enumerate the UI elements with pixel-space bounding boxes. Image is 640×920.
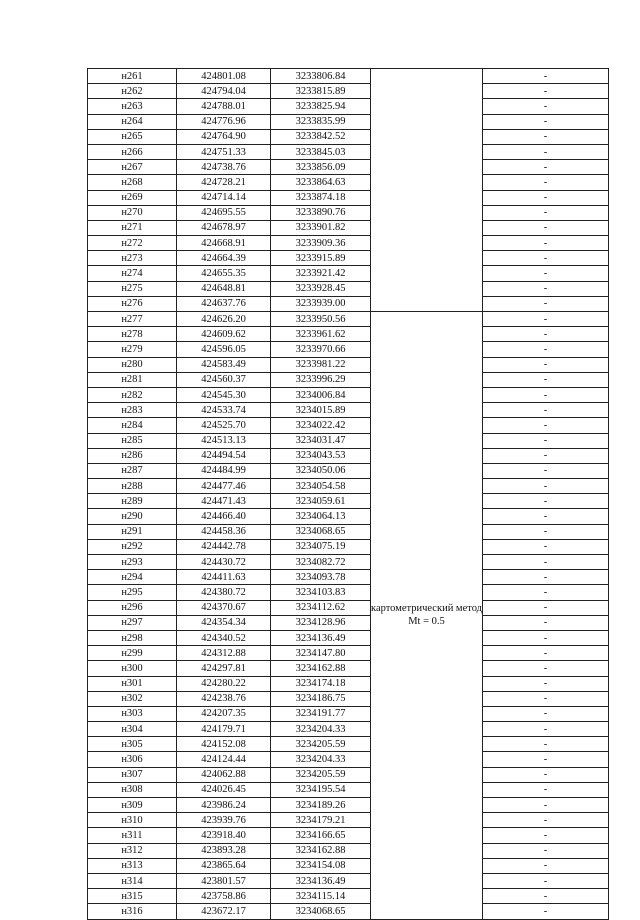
y-coordinate-cell: 3234022.42	[271, 418, 371, 433]
point-name-cell: н315	[88, 889, 177, 904]
x-coordinate-cell: 424411.63	[177, 570, 271, 585]
mark-cell: -	[483, 722, 609, 737]
x-coordinate-cell: 424764.90	[177, 129, 271, 144]
y-coordinate-cell: 3234006.84	[271, 387, 371, 402]
y-coordinate-cell: 3233856.09	[271, 160, 371, 175]
table-row	[88, 555, 609, 570]
point-name-cell: н277	[88, 312, 177, 327]
x-coordinate-cell: 423758.86	[177, 889, 271, 904]
mark-cell: -	[483, 236, 609, 251]
point-name-cell: н279	[88, 342, 177, 357]
mark-cell: -	[483, 585, 609, 600]
x-coordinate-cell: 424664.39	[177, 251, 271, 266]
mark-cell: -	[483, 129, 609, 144]
mark-cell: -	[483, 99, 609, 114]
point-name-cell: н314	[88, 873, 177, 888]
mark-cell: -	[483, 646, 609, 661]
mark-cell: -	[483, 889, 609, 904]
y-coordinate-cell: 3233939.00	[271, 296, 371, 311]
x-coordinate-cell: 423918.40	[177, 828, 271, 843]
point-name-cell: н285	[88, 433, 177, 448]
x-coordinate-cell: 424340.52	[177, 630, 271, 645]
mark-cell: -	[483, 600, 609, 615]
table-row	[88, 509, 609, 524]
y-coordinate-cell: 3234191.77	[271, 706, 371, 721]
method-cell-upper	[371, 69, 483, 312]
mark-cell: -	[483, 798, 609, 813]
y-coordinate-cell: 3234205.59	[271, 767, 371, 782]
point-name-cell: н262	[88, 84, 177, 99]
y-coordinate-cell: 3233915.89	[271, 251, 371, 266]
mark-cell: -	[483, 114, 609, 129]
y-coordinate-cell: 3234162.88	[271, 661, 371, 676]
point-name-cell: н304	[88, 722, 177, 737]
mark-cell: -	[483, 418, 609, 433]
x-coordinate-cell: 424513.13	[177, 433, 271, 448]
table-row	[88, 782, 609, 797]
mark-cell: -	[483, 691, 609, 706]
table-row	[88, 418, 609, 433]
point-name-cell: н288	[88, 479, 177, 494]
mark-cell: -	[483, 342, 609, 357]
y-coordinate-cell: 3233825.94	[271, 99, 371, 114]
mark-cell: -	[483, 782, 609, 797]
x-coordinate-cell: 424466.40	[177, 509, 271, 524]
y-coordinate-cell: 3234162.88	[271, 843, 371, 858]
table-row	[88, 798, 609, 813]
table-row	[88, 281, 609, 296]
y-coordinate-cell: 3234179.21	[271, 813, 371, 828]
y-coordinate-cell: 3234136.49	[271, 630, 371, 645]
table-row	[88, 205, 609, 220]
y-coordinate-cell: 3234205.59	[271, 737, 371, 752]
method-label: картометрический метод Mt = 0.5	[371, 603, 482, 628]
table-row	[88, 904, 609, 919]
mark-cell: -	[483, 539, 609, 554]
x-coordinate-cell: 424312.88	[177, 646, 271, 661]
x-coordinate-cell: 424751.33	[177, 144, 271, 159]
mark-cell: -	[483, 448, 609, 463]
table-row	[88, 357, 609, 372]
point-name-cell: н274	[88, 266, 177, 281]
x-coordinate-cell: 424525.70	[177, 418, 271, 433]
mark-cell: -	[483, 479, 609, 494]
y-coordinate-cell: 3233845.03	[271, 144, 371, 159]
point-name-cell: н306	[88, 752, 177, 767]
coordinates-table	[87, 68, 609, 920]
x-coordinate-cell: 424583.49	[177, 357, 271, 372]
point-name-cell: н282	[88, 387, 177, 402]
mark-cell: -	[483, 160, 609, 175]
point-name-cell: н312	[88, 843, 177, 858]
table-row	[88, 752, 609, 767]
table-row	[88, 737, 609, 752]
point-name-cell: н287	[88, 463, 177, 478]
point-name-cell: н296	[88, 600, 177, 615]
point-name-cell: н266	[88, 144, 177, 159]
mark-cell: -	[483, 752, 609, 767]
mark-cell: -	[483, 661, 609, 676]
y-coordinate-cell: 3233842.52	[271, 129, 371, 144]
y-coordinate-cell: 3233815.89	[271, 84, 371, 99]
table-row	[88, 448, 609, 463]
x-coordinate-cell: 424626.20	[177, 312, 271, 327]
y-coordinate-cell: 3233835.99	[271, 114, 371, 129]
x-coordinate-cell: 424238.76	[177, 691, 271, 706]
point-name-cell: н309	[88, 798, 177, 813]
y-coordinate-cell: 3234093.78	[271, 570, 371, 585]
x-coordinate-cell: 423893.28	[177, 843, 271, 858]
mark-cell: -	[483, 843, 609, 858]
mark-cell: -	[483, 813, 609, 828]
mark-cell: -	[483, 144, 609, 159]
table-row	[88, 251, 609, 266]
y-coordinate-cell: 3233981.22	[271, 357, 371, 372]
table-row	[88, 585, 609, 600]
table-row	[88, 99, 609, 114]
point-name-cell: н263	[88, 99, 177, 114]
x-coordinate-cell: 423986.24	[177, 798, 271, 813]
mark-cell: -	[483, 281, 609, 296]
mark-cell: -	[483, 296, 609, 311]
x-coordinate-cell: 424728.21	[177, 175, 271, 190]
point-name-cell: н305	[88, 737, 177, 752]
table-row	[88, 524, 609, 539]
mark-cell: -	[483, 630, 609, 645]
point-name-cell: н291	[88, 524, 177, 539]
mark-cell: -	[483, 372, 609, 387]
x-coordinate-cell: 424179.71	[177, 722, 271, 737]
mark-cell: -	[483, 403, 609, 418]
table-row	[88, 873, 609, 888]
table-row	[88, 312, 609, 327]
mark-cell: -	[483, 524, 609, 539]
x-coordinate-cell: 424596.05	[177, 342, 271, 357]
x-coordinate-cell: 424648.81	[177, 281, 271, 296]
x-coordinate-cell: 424477.46	[177, 479, 271, 494]
y-coordinate-cell: 3234015.89	[271, 403, 371, 418]
point-name-cell: н308	[88, 782, 177, 797]
y-coordinate-cell: 3233928.45	[271, 281, 371, 296]
y-coordinate-cell: 3234147.80	[271, 646, 371, 661]
table-row	[88, 144, 609, 159]
x-coordinate-cell: 424545.30	[177, 387, 271, 402]
mark-cell: -	[483, 904, 609, 919]
point-name-cell: н302	[88, 691, 177, 706]
table-row	[88, 327, 609, 342]
point-name-cell: н295	[88, 585, 177, 600]
table-row	[88, 706, 609, 721]
x-coordinate-cell: 424370.67	[177, 600, 271, 615]
x-coordinate-cell: 424442.78	[177, 539, 271, 554]
point-name-cell: н301	[88, 676, 177, 691]
table-row	[88, 691, 609, 706]
mark-cell: -	[483, 251, 609, 266]
point-name-cell: н272	[88, 236, 177, 251]
table-row	[88, 676, 609, 691]
y-coordinate-cell: 3233874.18	[271, 190, 371, 205]
point-name-cell: н264	[88, 114, 177, 129]
y-coordinate-cell: 3234136.49	[271, 873, 371, 888]
mark-cell: -	[483, 433, 609, 448]
x-coordinate-cell: 424560.37	[177, 372, 271, 387]
x-coordinate-cell: 424609.62	[177, 327, 271, 342]
mark-cell: -	[483, 190, 609, 205]
y-coordinate-cell: 3234166.65	[271, 828, 371, 843]
x-coordinate-cell: 424354.34	[177, 615, 271, 630]
mark-cell: -	[483, 509, 609, 524]
point-name-cell: н271	[88, 220, 177, 235]
y-coordinate-cell: 3234075.19	[271, 539, 371, 554]
point-name-cell: н267	[88, 160, 177, 175]
point-name-cell: н275	[88, 281, 177, 296]
x-coordinate-cell: 424695.55	[177, 205, 271, 220]
y-coordinate-cell: 3234186.75	[271, 691, 371, 706]
table-row	[88, 190, 609, 205]
point-name-cell: н286	[88, 448, 177, 463]
point-name-cell: н284	[88, 418, 177, 433]
table-row	[88, 463, 609, 478]
mark-cell: -	[483, 387, 609, 402]
y-coordinate-cell: 3234189.26	[271, 798, 371, 813]
y-coordinate-cell: 3234154.08	[271, 858, 371, 873]
table-row	[88, 494, 609, 509]
table-row	[88, 843, 609, 858]
mark-cell: -	[483, 220, 609, 235]
y-coordinate-cell: 3233909.36	[271, 236, 371, 251]
x-coordinate-cell: 424062.88	[177, 767, 271, 782]
y-coordinate-cell: 3234082.72	[271, 555, 371, 570]
point-name-cell: н298	[88, 630, 177, 645]
x-coordinate-cell: 423672.17	[177, 904, 271, 919]
point-name-cell: н261	[88, 69, 177, 84]
point-name-cell: н307	[88, 767, 177, 782]
point-name-cell: н300	[88, 661, 177, 676]
point-name-cell: н268	[88, 175, 177, 190]
x-coordinate-cell: 424776.96	[177, 114, 271, 129]
table-row	[88, 615, 609, 630]
point-name-cell: н310	[88, 813, 177, 828]
y-coordinate-cell: 3234103.83	[271, 585, 371, 600]
mark-cell: -	[483, 175, 609, 190]
y-coordinate-cell: 3234112.62	[271, 600, 371, 615]
x-coordinate-cell: 424484.99	[177, 463, 271, 478]
mark-cell: -	[483, 676, 609, 691]
mark-cell: -	[483, 463, 609, 478]
y-coordinate-cell: 3234174.18	[271, 676, 371, 691]
x-coordinate-cell: 424124.44	[177, 752, 271, 767]
point-name-cell: н283	[88, 403, 177, 418]
x-coordinate-cell: 424026.45	[177, 782, 271, 797]
mark-cell: -	[483, 312, 609, 327]
y-coordinate-cell: 3233890.76	[271, 205, 371, 220]
y-coordinate-cell: 3234068.65	[271, 524, 371, 539]
x-coordinate-cell: 424738.76	[177, 160, 271, 175]
x-coordinate-cell: 424678.97	[177, 220, 271, 235]
point-name-cell: н292	[88, 539, 177, 554]
x-coordinate-cell: 424668.91	[177, 236, 271, 251]
table-row	[88, 114, 609, 129]
y-coordinate-cell: 3234204.33	[271, 752, 371, 767]
mark-cell: -	[483, 69, 609, 84]
x-coordinate-cell: 423865.64	[177, 858, 271, 873]
table-row	[88, 433, 609, 448]
mark-cell: -	[483, 873, 609, 888]
table-row	[88, 767, 609, 782]
table-row	[88, 813, 609, 828]
mark-cell: -	[483, 828, 609, 843]
x-coordinate-cell: 423939.76	[177, 813, 271, 828]
table-row	[88, 600, 609, 615]
y-coordinate-cell: 3233950.56	[271, 312, 371, 327]
table-row	[88, 646, 609, 661]
y-coordinate-cell: 3233864.63	[271, 175, 371, 190]
y-coordinate-cell: 3234195.54	[271, 782, 371, 797]
table-row	[88, 84, 609, 99]
x-coordinate-cell: 424280.22	[177, 676, 271, 691]
y-coordinate-cell: 3234054.58	[271, 479, 371, 494]
mark-cell: -	[483, 205, 609, 220]
mark-cell: -	[483, 706, 609, 721]
table-row	[88, 570, 609, 585]
y-coordinate-cell: 3234204.33	[271, 722, 371, 737]
point-name-cell: н311	[88, 828, 177, 843]
point-name-cell: н265	[88, 129, 177, 144]
y-coordinate-cell: 3234068.65	[271, 904, 371, 919]
table-row	[88, 858, 609, 873]
point-name-cell: н281	[88, 372, 177, 387]
mark-cell: -	[483, 327, 609, 342]
mark-cell: -	[483, 737, 609, 752]
y-coordinate-cell: 3233970.66	[271, 342, 371, 357]
x-coordinate-cell: 424494.54	[177, 448, 271, 463]
x-coordinate-cell: 424297.81	[177, 661, 271, 676]
table-row	[88, 69, 609, 84]
table-row	[88, 175, 609, 190]
table-row	[88, 722, 609, 737]
mark-cell: -	[483, 357, 609, 372]
x-coordinate-cell: 424380.72	[177, 585, 271, 600]
y-coordinate-cell: 3233921.42	[271, 266, 371, 281]
x-coordinate-cell: 424655.35	[177, 266, 271, 281]
table-row	[88, 403, 609, 418]
mark-cell: -	[483, 555, 609, 570]
y-coordinate-cell: 3233901.82	[271, 220, 371, 235]
mark-cell: -	[483, 767, 609, 782]
point-name-cell: н290	[88, 509, 177, 524]
x-coordinate-cell: 424430.72	[177, 555, 271, 570]
table-row	[88, 479, 609, 494]
x-coordinate-cell: 424152.08	[177, 737, 271, 752]
y-coordinate-cell: 3234128.96	[271, 615, 371, 630]
point-name-cell: н313	[88, 858, 177, 873]
point-name-cell: н316	[88, 904, 177, 919]
table-row	[88, 539, 609, 554]
mark-cell: -	[483, 615, 609, 630]
point-name-cell: н299	[88, 646, 177, 661]
y-coordinate-cell: 3234064.13	[271, 509, 371, 524]
y-coordinate-cell: 3234043.53	[271, 448, 371, 463]
mark-cell: -	[483, 494, 609, 509]
table-row	[88, 661, 609, 676]
x-coordinate-cell: 424458.36	[177, 524, 271, 539]
table-row	[88, 630, 609, 645]
x-coordinate-cell: 424714.14	[177, 190, 271, 205]
mark-cell: -	[483, 266, 609, 281]
mark-cell: -	[483, 570, 609, 585]
mark-cell: -	[483, 84, 609, 99]
x-coordinate-cell: 424801.08	[177, 69, 271, 84]
coordinates-table-body	[88, 69, 609, 920]
point-name-cell: н273	[88, 251, 177, 266]
table-row	[88, 220, 609, 235]
x-coordinate-cell: 424471.43	[177, 494, 271, 509]
point-name-cell: н293	[88, 555, 177, 570]
table-row	[88, 387, 609, 402]
x-coordinate-cell: 424637.76	[177, 296, 271, 311]
y-coordinate-cell: 3233806.84	[271, 69, 371, 84]
x-coordinate-cell: 424794.04	[177, 84, 271, 99]
point-name-cell: н278	[88, 327, 177, 342]
point-name-cell: н294	[88, 570, 177, 585]
point-name-cell: н269	[88, 190, 177, 205]
point-name-cell: н297	[88, 615, 177, 630]
method-cell	[371, 312, 483, 920]
table-row	[88, 828, 609, 843]
y-coordinate-cell: 3234059.61	[271, 494, 371, 509]
point-name-cell: н270	[88, 205, 177, 220]
table-row	[88, 342, 609, 357]
mark-cell: -	[483, 858, 609, 873]
y-coordinate-cell: 3233961.62	[271, 327, 371, 342]
point-name-cell: н280	[88, 357, 177, 372]
y-coordinate-cell: 3234031.47	[271, 433, 371, 448]
y-coordinate-cell: 3234050.06	[271, 463, 371, 478]
table-row	[88, 889, 609, 904]
table-row	[88, 129, 609, 144]
y-coordinate-cell: 3234115.14	[271, 889, 371, 904]
table-row	[88, 160, 609, 175]
point-name-cell: н303	[88, 706, 177, 721]
point-name-cell: н276	[88, 296, 177, 311]
y-coordinate-cell: 3233996.29	[271, 372, 371, 387]
table-row	[88, 236, 609, 251]
table-row	[88, 296, 609, 311]
point-name-cell: н289	[88, 494, 177, 509]
x-coordinate-cell: 424533.74	[177, 403, 271, 418]
table-row	[88, 372, 609, 387]
x-coordinate-cell: 424207.35	[177, 706, 271, 721]
table-row	[88, 266, 609, 281]
x-coordinate-cell: 424788.01	[177, 99, 271, 114]
x-coordinate-cell: 423801.57	[177, 873, 271, 888]
